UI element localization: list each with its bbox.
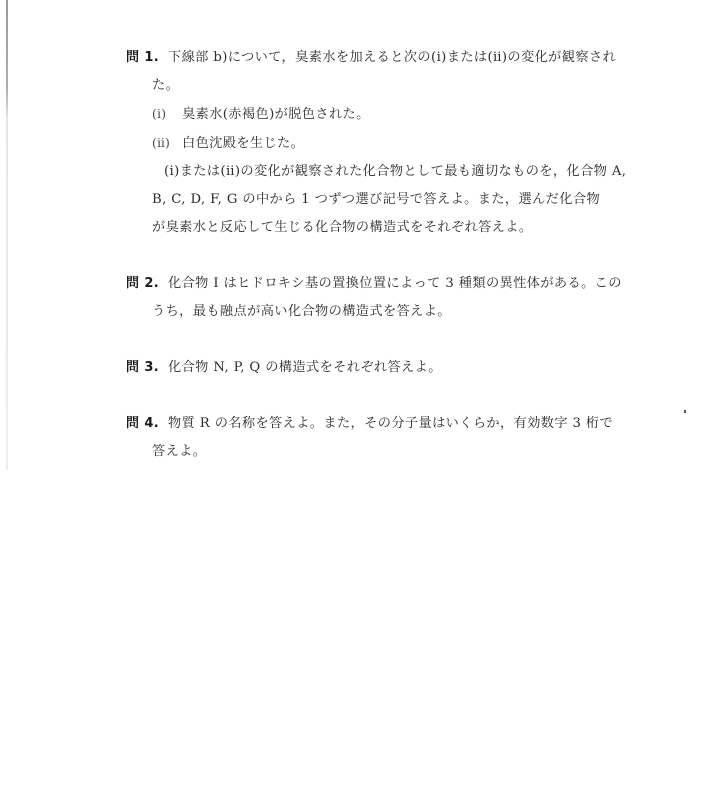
question-1-line-1: 下線部 b)について，臭素水を加えると次の(ⅰ)または(ⅱ)の変化が観察され (168, 50, 617, 65)
sub-item-text: 白色沈殿を生じた。 (182, 136, 305, 151)
exam-page (126, 44, 636, 466)
question-1-label: 問 1. (126, 50, 160, 65)
question-2-line-2: うち，最も融点が高い化合物の構造式を答えよ。 (152, 304, 451, 319)
paragraph-line-3: が臭素水と反応して生じる化合物の構造式をそれぞれ答えよ。 (152, 220, 533, 235)
scan-edge-line (6, 0, 8, 470)
question-4-line-1: 物質 R の名称を答えよ。また，その分子量はいくらか，有効数字 3 桁で (168, 416, 614, 431)
question-2-label: 問 2. (126, 276, 160, 291)
question-4-label: 問 4. (126, 416, 160, 431)
question-3-line-1: 化合物 N, P, Q の構造式をそれぞれ答えよ。 (168, 360, 442, 375)
question-1-sub-item-1 (126, 100, 636, 129)
question-1-sub-item-2 (126, 129, 636, 158)
question-3 (126, 354, 636, 382)
question-1 (126, 44, 636, 242)
sub-item-text: 臭素水(赤褐色)が脱色された。 (182, 107, 370, 122)
question-3-label: 問 3. (126, 360, 160, 375)
question-4-line-2: 答えよ。 (152, 444, 207, 459)
paragraph-line-2: B, C, D, F, G の中から 1 つずつ選び記号で答えよ。また，選んだ化合物 (152, 192, 601, 207)
question-1-paragraph (126, 158, 636, 242)
scan-speck (684, 410, 686, 413)
sub-item-number: (ⅱ) (152, 136, 171, 150)
paragraph-line-1: (ⅰ)または(ⅱ)の変化が観察された化合物として最も適切なものを，化合物 A, (164, 164, 627, 179)
sub-item-number: (ⅰ) (152, 107, 167, 121)
question-2-line-1: 化合物 I はヒドロキシ基の置換位置によって 3 種類の異性体がある。この (168, 276, 622, 291)
question-2 (126, 270, 636, 326)
question-1-line-2: た。 (152, 78, 180, 93)
question-4 (126, 410, 636, 466)
